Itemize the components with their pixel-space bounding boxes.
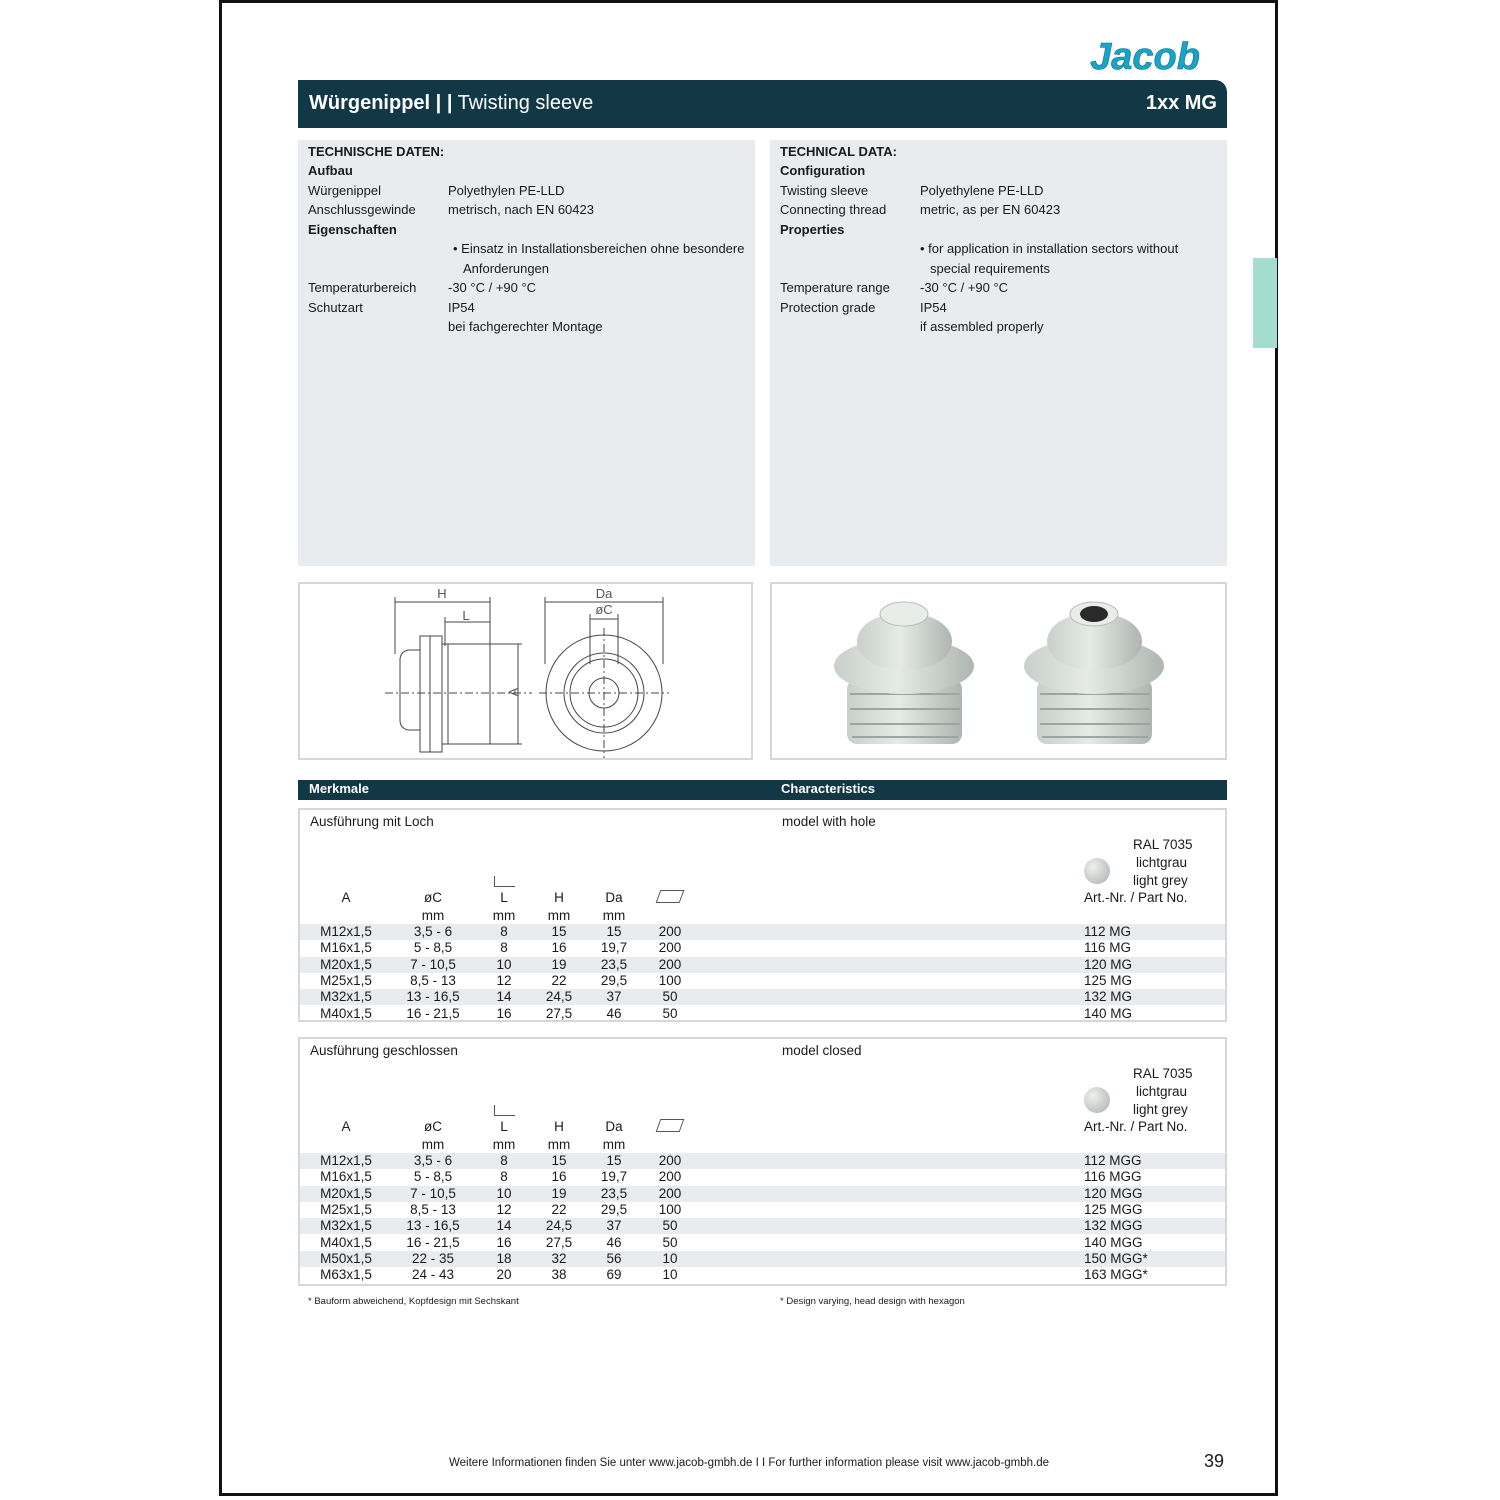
- construction-heading: Configuration: [780, 163, 866, 178]
- cell-part-no: 150 MGG*: [1084, 1250, 1148, 1266]
- unit-mm: mm: [421, 908, 445, 923]
- properties-heading: Eigenschaften: [308, 222, 397, 237]
- title-separator: | |: [435, 92, 453, 114]
- cell-thread: M20x1,5: [320, 1185, 372, 1201]
- cell-length: 16: [496, 1005, 512, 1021]
- cell-diameter: 23,5: [600, 956, 628, 972]
- cell-height: 38: [551, 1267, 567, 1283]
- cell-clamping-range: 22 - 35: [411, 1250, 455, 1266]
- cell-height: 22: [551, 1201, 567, 1217]
- cell-length: 18: [496, 1250, 512, 1266]
- unit-mm: mm: [547, 1137, 571, 1152]
- dim-a-label: A: [506, 687, 521, 697]
- cell-length: 14: [496, 989, 512, 1005]
- jacob-logo: [1062, 36, 1228, 76]
- ral-label: RAL 7035: [1133, 837, 1193, 852]
- cell-pack-qty: 100: [658, 1201, 682, 1217]
- cell-pack-qty: 200: [658, 1185, 682, 1201]
- wrench-icon: [494, 1105, 515, 1116]
- tech-heading: TECHNISCHE DATEN:: [308, 144, 445, 159]
- tech-value: metrisch, nach EN 60423: [448, 202, 594, 217]
- cell-pack-qty: 50: [662, 1218, 678, 1234]
- cell-clamping-range: 24 - 43: [411, 1267, 455, 1283]
- cell-part-no: 112 MG: [1084, 924, 1132, 939]
- page-number: 39: [1204, 1451, 1225, 1471]
- part-no-header: Art.-Nr. / Part No.: [1084, 1119, 1188, 1134]
- cell-clamping-range: 3,5 - 6: [413, 1153, 453, 1168]
- cell-pack-qty: 50: [662, 1234, 678, 1250]
- title-bar: [298, 80, 1227, 128]
- package-icon: [656, 890, 685, 903]
- cell-length: 8: [500, 1153, 508, 1168]
- wrench-icon: [494, 876, 515, 887]
- cell-clamping-range: 13 - 16,5: [406, 989, 460, 1005]
- col-header-l: L: [500, 890, 508, 905]
- cell-diameter: 15: [606, 1153, 622, 1168]
- col-header-h: H: [554, 890, 564, 905]
- package-icon: [656, 1119, 685, 1132]
- cell-thread: M32x1,5: [320, 989, 372, 1005]
- cell-clamping-range: 5 - 8,5: [413, 1169, 453, 1185]
- cell-height: 16: [551, 940, 567, 956]
- dim-da-label: Da: [595, 586, 613, 601]
- protection-note: if assembled properly: [920, 319, 1044, 334]
- cell-length: 16: [496, 1234, 512, 1250]
- cell-pack-qty: 10: [662, 1250, 678, 1266]
- logo-text: Jacob: [1090, 36, 1200, 76]
- col-header-a: A: [341, 890, 351, 905]
- protection-value: IP54: [448, 300, 475, 315]
- chapter-tab: [1253, 258, 1277, 348]
- tech-label: Anschlussgewinde: [308, 202, 416, 217]
- cell-pack-qty: 200: [658, 1169, 682, 1185]
- cell-height: 24,5: [545, 989, 573, 1005]
- part-no-header: Art.-Nr. / Part No.: [1084, 890, 1188, 905]
- cell-height: 15: [551, 924, 567, 939]
- cell-diameter: 56: [606, 1250, 622, 1266]
- cell-thread: M25x1,5: [320, 972, 372, 988]
- tech-label: Connecting thread: [780, 202, 887, 217]
- table-title-de: Ausführung mit Loch: [310, 814, 434, 829]
- cell-clamping-range: 8,5 - 13: [410, 1201, 456, 1217]
- property-bullet: • Einsatz in Installationsbereichen ohne besondere: [453, 241, 745, 256]
- color-swatch-icon: [1084, 1087, 1110, 1113]
- cell-diameter: 46: [606, 1005, 622, 1021]
- table-closed: [298, 1037, 1227, 1286]
- cell-pack-qty: 200: [658, 924, 682, 939]
- unit-mm: mm: [547, 908, 571, 923]
- tech-heading: TECHNICAL DATA:: [780, 144, 897, 159]
- col-header-da: Da: [605, 890, 623, 905]
- cell-clamping-range: 13 - 16,5: [406, 1218, 460, 1234]
- cell-thread: M16x1,5: [320, 1169, 372, 1185]
- protection-value: IP54: [920, 300, 947, 315]
- property-bullet: • for application in installation sectors without: [920, 241, 1179, 256]
- cell-part-no: 132 MG: [1084, 989, 1133, 1005]
- color-de-label: lichtgrau: [1136, 855, 1188, 870]
- cell-part-no: 120 MGG: [1084, 1185, 1143, 1201]
- cell-clamping-range: 7 - 10,5: [410, 1185, 456, 1201]
- cell-part-no: 132 MGG: [1084, 1218, 1143, 1234]
- cell-length: 12: [496, 972, 512, 988]
- cell-length: 12: [496, 1201, 512, 1217]
- cell-thread: M25x1,5: [320, 1201, 372, 1217]
- color-en-label: light grey: [1133, 873, 1188, 888]
- cell-diameter: 29,5: [600, 972, 628, 988]
- col-header-da: Da: [605, 1119, 623, 1134]
- protection-note: bei fachgerechter Montage: [448, 319, 603, 334]
- cell-part-no: 112 MGG: [1084, 1153, 1142, 1168]
- cell-thread: M50x1,5: [320, 1250, 372, 1266]
- cell-pack-qty: 100: [658, 972, 682, 988]
- col-header-h: H: [554, 1119, 564, 1134]
- cell-diameter: 19,7: [600, 940, 628, 956]
- tech-label: Twisting sleeve: [780, 183, 869, 198]
- cell-length: 14: [496, 1218, 512, 1234]
- footnote-en: * Design varying, head design with hexagon: [780, 1296, 965, 1307]
- property-bullet-cont: special requirements: [930, 261, 1050, 276]
- cell-pack-qty: 200: [658, 1153, 682, 1168]
- cell-part-no: 163 MGG*: [1084, 1267, 1148, 1283]
- cell-clamping-range: 7 - 10,5: [410, 956, 456, 972]
- tech-value: Polyethylene PE-LLD: [920, 183, 1044, 198]
- cell-pack-qty: 200: [658, 956, 682, 972]
- cell-diameter: 69: [606, 1267, 622, 1283]
- color-swatch-icon: [1084, 858, 1110, 884]
- table-with-hole: [298, 808, 1227, 1022]
- footer-info: Weitere Informationen finden Sie unter www.jacob-gmbh.de I I For further information please visit www.jacob-gmbh.de: [449, 1457, 1049, 1469]
- cell-diameter: 29,5: [600, 1201, 628, 1217]
- cell-part-no: 116 MGG: [1084, 1169, 1142, 1185]
- cell-length: 10: [496, 1185, 512, 1201]
- cell-height: 15: [551, 1153, 567, 1168]
- characteristics-bar: [298, 780, 1227, 800]
- cell-length: 8: [500, 924, 508, 939]
- cell-height: 19: [551, 1185, 567, 1201]
- properties-heading: Properties: [780, 222, 845, 237]
- cell-part-no: 125 MGG: [1084, 1201, 1143, 1217]
- cell-clamping-range: 16 - 21,5: [406, 1234, 460, 1250]
- technical-drawing: [298, 582, 753, 760]
- cell-part-no: 120 MG: [1084, 956, 1133, 972]
- cell-length: 10: [496, 956, 512, 972]
- tech-data-en: [770, 140, 1227, 566]
- property-bullet-cont: Anforderungen: [463, 261, 550, 276]
- construction-heading: Aufbau: [308, 163, 353, 178]
- cell-diameter: 19,7: [600, 1169, 628, 1185]
- cell-length: 20: [496, 1267, 512, 1283]
- dim-h-label: H: [437, 586, 447, 601]
- cell-height: 16: [551, 1169, 567, 1185]
- cell-length: 8: [500, 1169, 508, 1185]
- cell-thread: M12x1,5: [320, 1153, 372, 1168]
- unit-mm: mm: [421, 1137, 445, 1152]
- cell-part-no: 116 MG: [1084, 940, 1132, 956]
- cell-diameter: 23,5: [600, 1185, 628, 1201]
- product-code: 1xx MG: [1145, 92, 1217, 114]
- section-title-en: Characteristics: [781, 781, 875, 796]
- dim-l-label: L: [462, 608, 470, 623]
- title-en: Twisting sleeve: [457, 92, 594, 114]
- title-de: Würgenippel: [309, 92, 431, 114]
- col-header-c: øC: [424, 890, 442, 905]
- closed-sleeve-photo: [834, 602, 974, 744]
- protection-label: Protection grade: [780, 300, 876, 315]
- temp-label: Temperature range: [780, 280, 890, 295]
- drawing-svg: [300, 584, 751, 758]
- tech-value: Polyethylen PE-LLD: [448, 183, 565, 198]
- footnote-de: * Bauform abweichend, Kopfdesign mit Sechskant: [308, 1296, 519, 1307]
- cell-part-no: 140 MGG: [1084, 1234, 1143, 1250]
- tech-value: metric, as per EN 60423: [920, 202, 1061, 217]
- cell-pack-qty: 50: [662, 989, 678, 1005]
- temp-label: Temperaturbereich: [308, 280, 417, 295]
- unit-mm: mm: [492, 1137, 516, 1152]
- color-de-label: lichtgrau: [1136, 1084, 1188, 1099]
- cell-thread: M12x1,5: [320, 924, 372, 939]
- cell-height: 22: [551, 972, 567, 988]
- cell-thread: M32x1,5: [320, 1218, 372, 1234]
- col-header-l: L: [500, 1119, 508, 1134]
- cell-pack-qty: 10: [662, 1267, 678, 1283]
- cell-thread: M20x1,5: [320, 956, 372, 972]
- cell-clamping-range: 16 - 21,5: [406, 1005, 460, 1021]
- color-en-label: light grey: [1133, 1102, 1188, 1117]
- tech-data-de: [298, 140, 755, 566]
- col-header-c: øC: [424, 1119, 442, 1134]
- table-title-en: model closed: [782, 1043, 862, 1058]
- cell-diameter: 15: [606, 924, 622, 939]
- cell-pack-qty: 200: [658, 940, 682, 956]
- cell-pack-qty: 50: [662, 1005, 678, 1021]
- table-title-en: model with hole: [782, 814, 876, 829]
- cell-length: 8: [500, 940, 508, 956]
- cell-thread: M63x1,5: [320, 1267, 372, 1283]
- cell-diameter: 37: [606, 1218, 622, 1234]
- section-title-de: Merkmale: [309, 781, 369, 796]
- unit-mm: mm: [492, 908, 516, 923]
- cell-diameter: 37: [606, 989, 622, 1005]
- unit-mm: mm: [602, 908, 626, 923]
- tech-label: Würgenippel: [308, 183, 381, 198]
- cell-diameter: 46: [606, 1234, 622, 1250]
- unit-mm: mm: [602, 1137, 626, 1152]
- ral-label: RAL 7035: [1133, 1066, 1193, 1081]
- cell-clamping-range: 8,5 - 13: [410, 972, 456, 988]
- cell-thread: M40x1,5: [320, 1005, 372, 1021]
- cell-part-no: 125 MG: [1084, 972, 1133, 988]
- cell-part-no: 140 MG: [1084, 1005, 1133, 1021]
- col-header-a: A: [341, 1119, 351, 1134]
- cell-height: 24,5: [545, 1218, 573, 1234]
- hole-sleeve-photo: [1024, 602, 1164, 744]
- cell-thread: M16x1,5: [320, 940, 372, 956]
- product-photo: [770, 582, 1227, 760]
- cell-clamping-range: 3,5 - 6: [413, 924, 453, 939]
- table-title-de: Ausführung geschlossen: [310, 1043, 458, 1058]
- cell-height: 19: [551, 956, 567, 972]
- cell-thread: M40x1,5: [320, 1234, 372, 1250]
- cell-height: 27,5: [545, 1234, 573, 1250]
- cell-clamping-range: 5 - 8,5: [413, 940, 453, 956]
- photo-svg: [772, 584, 1225, 758]
- temp-value: -30 °C / +90 °C: [920, 280, 1009, 295]
- cell-height: 27,5: [545, 1005, 573, 1021]
- protection-label: Schutzart: [308, 300, 363, 315]
- cell-height: 32: [551, 1250, 567, 1266]
- page-title: [309, 92, 593, 115]
- dim-c-label: øC: [595, 602, 613, 617]
- temp-value: -30 °C / +90 °C: [448, 280, 537, 295]
